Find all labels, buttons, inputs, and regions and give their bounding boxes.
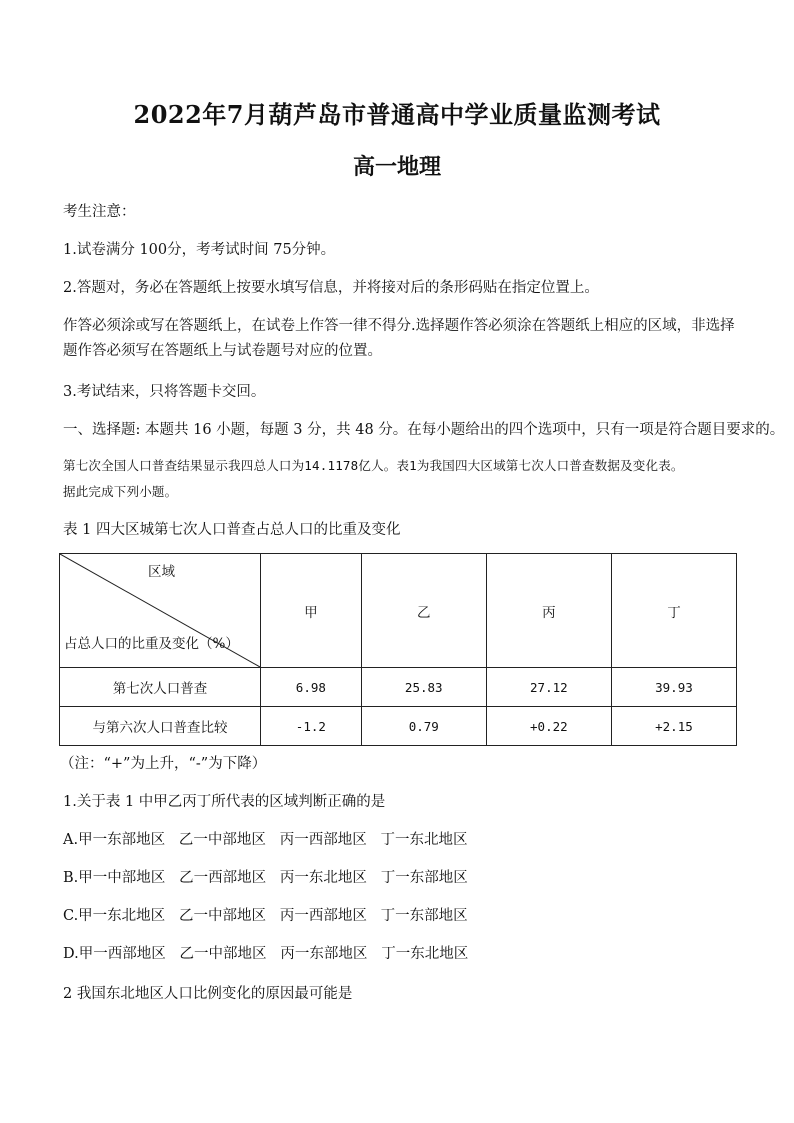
population-table (59, 553, 737, 746)
question-1: 1.关于表 1 中甲乙丙丁所代表的区域判断正确的是 (63, 794, 386, 810)
table-cell: 39.93 (611, 668, 736, 707)
table-cell: 0.79 (361, 707, 486, 746)
passage-line-2: 据此完成下列小题。 (63, 484, 178, 499)
option-d: D.甲一西部地区 乙一中部地区 丙一东部地区 丁一东北地区 (63, 946, 469, 962)
notice-header: 考生注意： (63, 204, 136, 220)
row-label: 第七次人口普查 (60, 668, 261, 707)
option-b: B.甲一中部地区 乙一西部地区 丙一东北地区 丁一东部地区 (63, 870, 468, 886)
notice-item-2-detail: 作答必须涂或写在答题纸上，在试卷上作答一律不得分.选择题作答必须涂在答题纸上相应的区域，非选择题作答必须写在答题纸上与试卷题号对应的位置。 (63, 318, 735, 359)
diagonal-header-cell (60, 554, 261, 668)
header-share-label: 占总人口的比重及变化（%） (64, 636, 239, 652)
table-row (60, 668, 737, 707)
exam-title: 2022年7月葫芦岛市普通高中学业质量监测考试 (133, 100, 661, 129)
table-caption: 表 1 四大区城第七次人口普查占总人口的比重及变化 (63, 522, 401, 538)
table-note: （注：“+”为上升，“-”为下降） (60, 756, 267, 772)
notice-item-1: 1.试卷满分 100分，考考试时间 75分钟。 (63, 242, 336, 258)
table-cell: -1.2 (261, 707, 362, 746)
column-header: 丙 (486, 554, 611, 668)
row-label: 与第六次人口普查比较 (60, 707, 261, 746)
table-cell: +2.15 (611, 707, 736, 746)
option-c: C.甲一东北地区 乙一中部地区 丙一西部地区 丁一东部地区 (63, 908, 468, 924)
subject-title: 高一地理 (352, 154, 441, 180)
notice-item-2: 2.答题对，务必在答题纸上按要水填写信息，并将接对后的条形码贴在指定位置上。 (63, 280, 599, 296)
section-heading: 一、选择题: 本题共 16 小题，每题 3 分，共 48 分。在每小题给出的四个选项中，只有一项是符合题目要求的。 (63, 422, 785, 438)
column-header: 甲 (261, 554, 362, 668)
table-cell: 6.98 (261, 668, 362, 707)
table-header-row (60, 554, 737, 668)
passage-line-1: 第七次全国人口普查结果显示我四总人口为14.1178亿人。表1为我国四大区域第七次人口普查数据及变化表。 (63, 458, 684, 473)
column-header: 乙 (361, 554, 486, 668)
table-cell: +0.22 (486, 707, 611, 746)
option-a: A.甲一东部地区 乙一中部地区 丙一西部地区 丁一东北地区 (63, 832, 468, 848)
table-row (60, 707, 737, 746)
question-2: 2 我国东北地区人口比例变化的原因最可能是 (63, 986, 353, 1002)
header-region-label: 区域 (148, 564, 175, 580)
table-cell: 25.83 (361, 668, 486, 707)
table-cell: 27.12 (486, 668, 611, 707)
notice-item-3: 3.考试结来，只将答题卡交回。 (63, 384, 266, 400)
column-header: 丁 (611, 554, 736, 668)
